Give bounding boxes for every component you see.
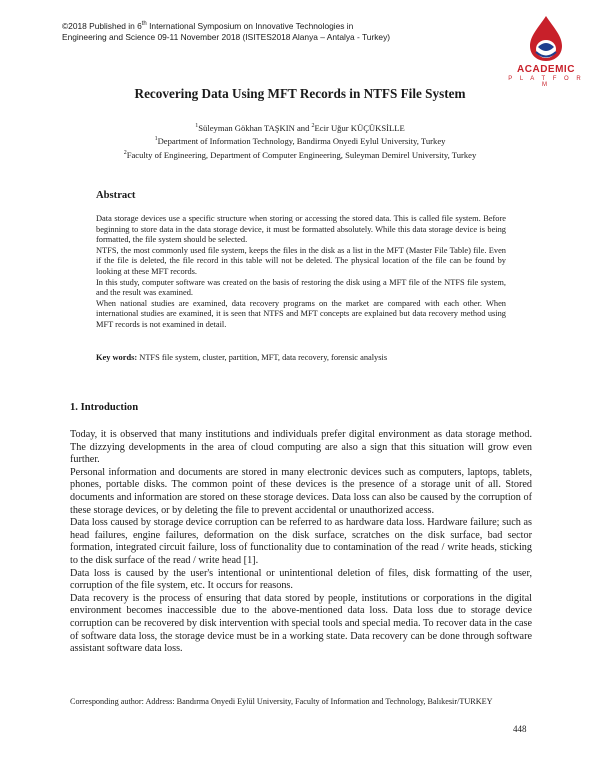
abstract-body <box>96 214 506 331</box>
affiliation-1: $^1$Department of Information Technology, Bandirma Onyedi Eylul University, Turkey <box>154 136 446 147</box>
logo-name: ACADEMIC <box>517 64 575 75</box>
page-number: 448 <box>513 724 527 734</box>
body-paragraph: Data recovery is the process of ensuring that data stored by people, institutions or corporations in the digital environment becomes inaccessible due to the above-mentioned data loss. Data loss due to storage device corruption can be recovered by disk intervention with special tools and special media. To recover data in the case of software data loss, the storage device must be in a working state. Data recovery can be done through software assistant software data loss. <box>70 592 532 655</box>
paper-title: Recovering Data Using MFT Records in NTFS File System <box>134 86 466 101</box>
keywords-label: Key words: <box>96 353 138 362</box>
author-names: $^1$Süleyman Gökhan TAŞKIN and $^2$Ecir Uğur KÜÇÜKSİLLE <box>195 122 405 133</box>
corresponding-author-footnote: Corresponding author: Address: Bandırma Onyedi Eylül University, Faculty of Information and Technology, Balıkesir/TURKEY <box>70 697 493 706</box>
abstract-paragraph: Data storage devices use a specific structure when storing or accessing the stored data. This is called file system. Before beginning to store data in the data storage device, it must be formatted absolutely. While this data storage device is being formatted, the file system should be selected. <box>96 214 506 245</box>
introduction-body <box>70 429 532 656</box>
abstract-paragraph: In this study, computer software was created on the basis of restoring the disk using a MFT file of the NTFS file system, and the result was examined. <box>96 277 506 298</box>
publication-note <box>62 19 482 44</box>
abstract-paragraph: NTFS, the most commonly used file system, keeps the files in the disk as a list in the MFT (Master File Table) file. Even if the file is deleted, the file record in this table will not be deleted. The physical location of the file can be found by looking at these MFT records. <box>96 245 506 276</box>
logo-text <box>508 64 584 88</box>
logo-subtitle: P L A T F O R M <box>508 76 584 88</box>
publication-note-line1: ©2018 Published in 6th International Symposium on Innovative Technologies in <box>62 20 354 31</box>
affiliation-2: $^2$Faculty of Engineering, Department of Computer Engineering, Suleyman Demirel University, Turkey <box>123 149 477 160</box>
abstract-paragraph: When national studies are examined, data recovery programs on the market are compared with each other. When international studies are examined, it is seen that NTFS and MFT concepts are explained but data recovery method using MFT records is not examined in detail. <box>96 298 506 329</box>
body-paragraph: Data loss is caused by the user's intentional or unintentional deletion of files, disk formatting of the user, corruption of the file system, etc. It occurs for reasons. <box>70 567 532 592</box>
keywords <box>96 353 506 362</box>
section-heading-introduction: 1. Introduction <box>70 402 139 413</box>
abstract-heading: Abstract <box>96 190 136 201</box>
author-block <box>0 121 600 161</box>
keywords-value: NTFS file system, cluster, partition, MFT, data recovery, forensic analysis <box>137 353 388 362</box>
publication-note-line2: Engineering and Science 09-11 November 2018 (ISITES2018 Alanya – Antalya - Turkey) <box>62 32 391 43</box>
body-paragraph: Today, it is observed that many institutions and individuals prefer digital environment as data storage method. The dizzying developments in the area of cloud computing are also a sign that this situation will grow even further. <box>70 429 532 466</box>
body-paragraph: Data loss caused by storage device corruption can be referred to as hardware data loss. Hardware failure; such as head failures, engine failures, deformation on the disk surface, scratches on the disk surface, bad sector formation, integrated circuit failure, loss of functionality due to contamination of the read / write heads, sticking to the disk surface of the read / write head [1]. <box>70 517 532 566</box>
body-paragraph: Personal information and documents are stored in many electronic devices such as computers, laptops, tablets, phones, portable disks. The common point of these devices is the presence of a storage unit of all. Stored documents and information are stored on these storage devices. Data loss can also be caused by the corruption of these storage devices, or by deleting the file to prevent accidental or unauthorized access. <box>70 466 532 516</box>
